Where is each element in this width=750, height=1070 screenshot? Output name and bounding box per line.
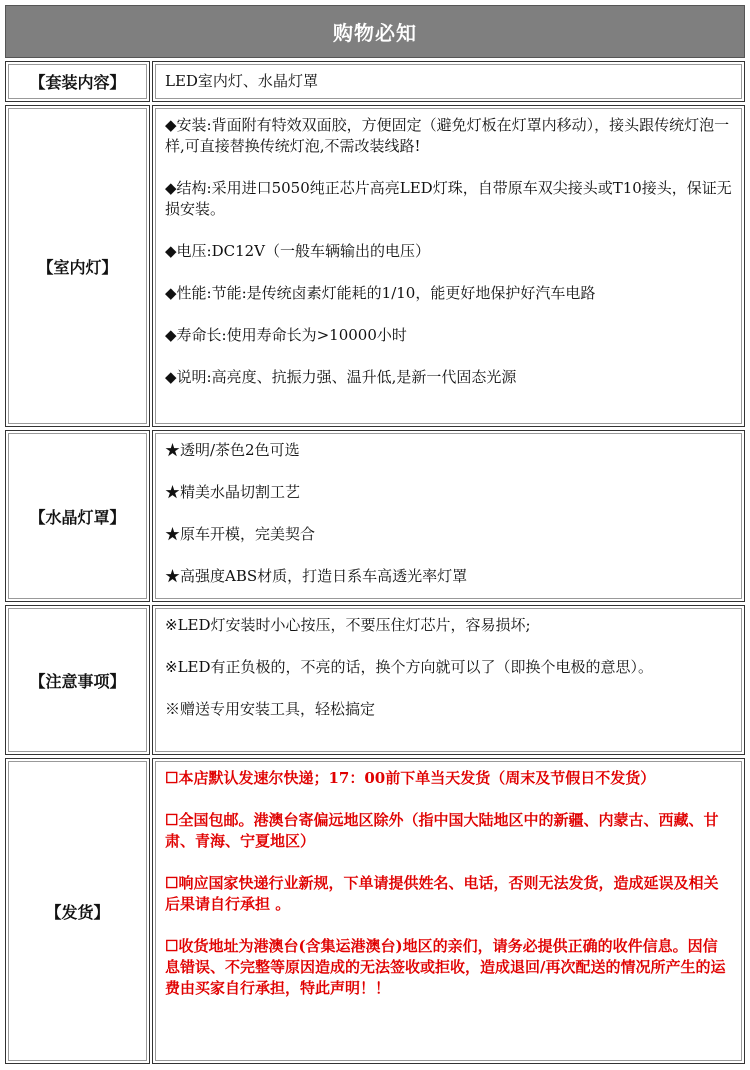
content-line: ★透明/茶色2色可选 — [165, 441, 300, 459]
content-line: ※LED有正负极的，不亮的话，换个方向就可以了（即换个电极的意思）。 — [165, 658, 654, 676]
content-line: ◆结构:采用进口5050纯正芯片高亮LED灯珠，自带原车双尖接头或T10接头，保证无损安装。 — [165, 179, 732, 218]
content-line: ★精美水晶切割工艺 — [165, 483, 301, 501]
page-title: 购物必知 — [5, 5, 745, 58]
section-label: 【套装内容】 — [5, 61, 150, 102]
section-content — [152, 758, 745, 1064]
section-label: 【发货】 — [5, 758, 150, 1064]
content-line: ☐全国包邮。港澳台寄偏远地区除外（指中国大陆地区中的新疆、内蒙古、西藏、甘肃、青海、宁夏地区） — [165, 811, 719, 850]
content-line: ★原车开模，完美契合 — [165, 525, 316, 543]
section-content — [152, 605, 745, 755]
section-label: 【室内灯】 — [5, 105, 150, 427]
section-interior-light — [5, 105, 745, 427]
content-line: ◆寿命长:使用寿命长为>10000小时 — [165, 326, 407, 344]
content-line: ☐响应国家快递行业新规，下单请提供姓名、电话，否则无法发货，造成延误及相关后果请自行承担 。 — [165, 874, 719, 913]
content-line: ※LED灯安装时小心按压，不要压住灯芯片，容易损坏; — [165, 616, 531, 634]
section-label: 【水晶灯罩】 — [5, 430, 150, 602]
content-line: ※赠送专用安装工具，轻松搞定 — [165, 700, 376, 718]
content-line: ◆电压:DC12V（一般车辆输出的电压） — [165, 242, 431, 260]
section-precautions — [5, 605, 745, 755]
content-line: ◆安装:背面附有特效双面胶，方便固定（避免灯板在灯罩内移动），接头跟传统灯泡一样,可直接替换传统灯泡,不需改装线路! — [165, 116, 730, 155]
section-shipping — [5, 758, 745, 1064]
content-line: ☐收货地址为港澳台(含集运港澳台)地区的亲们，请务必提供正确的收件信息。因信息错误、不完整等原因造成的无法签收或拒收，造成退回/再次配送的情况所产生的运费由买家自行承担，特此声明！！ — [165, 937, 726, 997]
section-label: 【注意事项】 — [5, 605, 150, 755]
section-content — [152, 430, 745, 602]
section-crystal-lampshade — [5, 430, 745, 602]
content-line: ★高强度ABS材质，打造日系车高透光率灯罩 — [165, 567, 468, 585]
section-package-contents — [5, 61, 745, 102]
section-content — [152, 61, 745, 102]
content-line: LED室内灯、水晶灯罩 — [165, 72, 318, 90]
content-line: ◆性能:节能:是传统卤素灯能耗的1/10，能更好地保护好汽车电路 — [165, 284, 596, 302]
section-content — [152, 105, 745, 427]
content-line: ◆说明:高亮度、抗振力强、温升低,是新一代固态光源 — [165, 368, 517, 386]
content-line: ☐本店默认发速尔快递；17：00前下单当天发货（周末及节假日不发货） — [165, 769, 656, 787]
